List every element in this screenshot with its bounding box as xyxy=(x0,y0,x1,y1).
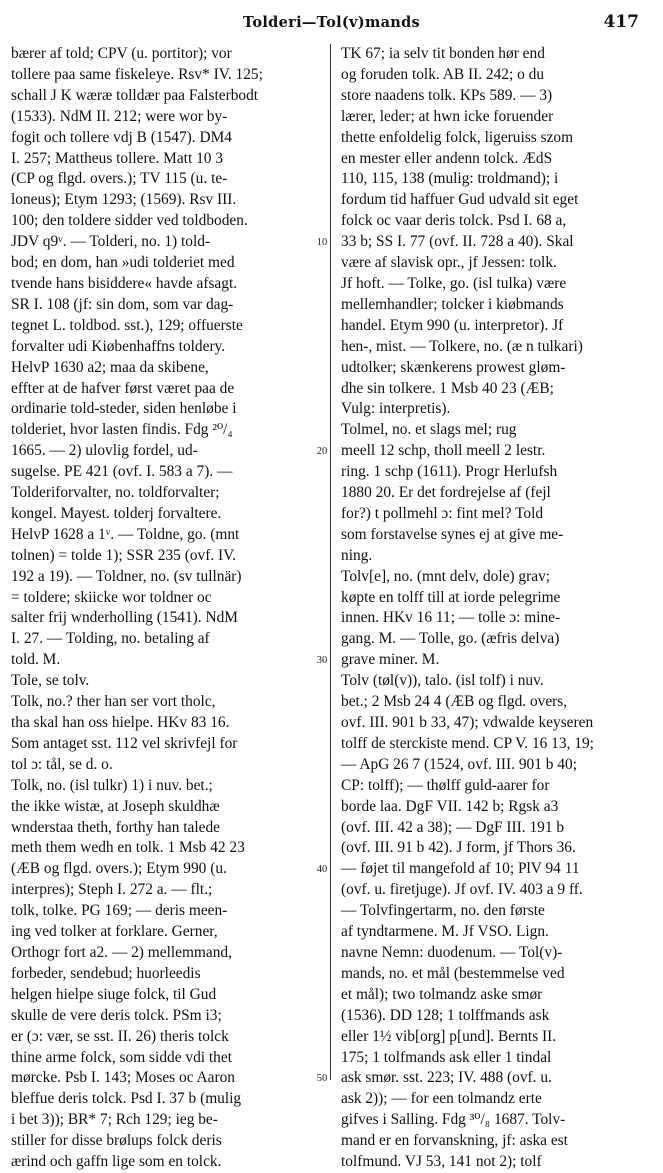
left-column-line: tolk, tolke. PG 169; — deris meen- xyxy=(11,902,228,920)
left-column-line: stiller for disse brølups folck deris xyxy=(11,1132,222,1150)
left-column-line: sugelse. PE 421 (ovf. I. 583 a 7). — xyxy=(11,463,233,481)
left-column-line: I. 257; Mattheus tollere. Matt 10 3 xyxy=(11,149,224,167)
left-column-line: HelvP 1628 a 1ᵛ. — Toldne, go. (mnt xyxy=(11,525,240,543)
left-column-line: loneus); Etym 1293; (1569). Rsv III. xyxy=(11,191,237,209)
right-column-line: 110, 115, 138 (mulig: troldmand); i xyxy=(341,170,559,188)
left-column-line: kongel. Mayest. tolderj forvaltere. xyxy=(11,504,222,522)
right-column-line: — føjet til mangefold af 10; PlV 94 11 xyxy=(341,860,580,878)
right-column-line: (1536). DD 128; 1 tolffmands ask xyxy=(341,1006,550,1024)
right-column xyxy=(341,44,655,1171)
right-column-line: (ovf. III. 42 a 38); — DgF III. 191 b xyxy=(341,818,565,836)
left-column-line: skulle de vere deris tolck. PSm i3; xyxy=(11,1006,222,1024)
left-column-line: schall J K wæræ tolldær paa Falsterbodt xyxy=(11,86,259,104)
right-column-line: mellemhandler; tolcker i kiøbmands xyxy=(341,295,564,313)
right-column-line: hen-, mist. — Tolkere, no. (æ n tulkari) xyxy=(341,337,583,355)
right-column-line: navne Nemn: duodenum. — Tol(v)- xyxy=(341,943,563,961)
left-column-line: fogit och tollere vdj B (1547). DM4 xyxy=(11,128,232,146)
right-column-line: som forstavelse synes ej at give me- xyxy=(341,525,564,543)
left-column-line: mørcke. Psb I. 143; Moses oc Aaron xyxy=(11,1069,235,1087)
right-column-line: være af slavisk opr., jf Jessen: tolk. xyxy=(341,254,557,272)
right-column-line: Jf hoft. — Tolke, go. (isl tulka) være xyxy=(341,274,567,292)
left-column-line: wnderstaa theth, forthy han talede xyxy=(11,818,220,836)
line-number-marker: 30 xyxy=(316,655,328,667)
right-column-line: ning. xyxy=(341,546,373,564)
left-column-line: Tole, se tolv. xyxy=(11,672,90,690)
right-column-line: køpte en tolff till at iorde pelegrime xyxy=(341,588,561,606)
right-column-line: ask 2)); — for een tolmandz erte xyxy=(341,1090,542,1108)
right-column-line: ask smør. sst. 223; IV. 488 (ovf. u. xyxy=(341,1069,552,1087)
left-column-line: told. M. xyxy=(11,651,61,669)
left-column-line: salter frij wnderholling (1541). NdM xyxy=(11,609,238,627)
right-column-line: Vulg: interpretis). xyxy=(341,400,451,418)
left-column-line: interpres); Steph I. 272 a. — flt.; xyxy=(11,881,213,899)
line-number-marker: 40 xyxy=(316,864,328,876)
left-column-line: 1665. — 2) ulovlig fordel, ud- xyxy=(11,442,198,460)
left-column-line: helgen hielpe siuge folck, til Gud xyxy=(11,985,217,1003)
left-column-line: i bet 3)); BR* 7; Rch 129; ieg be- xyxy=(11,1111,218,1129)
left-column-line: JDV q9ᵛ. — Tolderi, no. 1) told- xyxy=(11,233,211,251)
right-column-line: tolfmund. VJ 53, 141 not 2); tolf xyxy=(341,1153,542,1171)
left-column-line: tegnet L. toldbod. sst.), 129; offuerste xyxy=(11,316,243,334)
left-column-line: er (ɔ: vær, se sst. II. 26) theris tolck xyxy=(11,1027,229,1045)
right-column-line: grave miner. M. xyxy=(341,651,440,669)
right-column-line: udtolker; skænkerens prowest gløm- xyxy=(341,358,566,376)
right-column-line: en mester eller andenn tolck. ÆdS xyxy=(341,149,553,167)
left-column-line: tolderiet, hvor lasten findis. Fdg ²⁰/₄ xyxy=(11,421,233,439)
right-column-line: — Tolvfingertarm, no. den første xyxy=(341,902,545,920)
right-column-line: store naadens tolk. KPs 589. — 3) xyxy=(341,86,553,104)
right-column-line: — ApG 26 7 (1524, ovf. III. 901 b 40; xyxy=(341,755,577,773)
left-column-line: SR I. 108 (jf: sin dom, som var dag- xyxy=(11,295,234,313)
left-column-line: tolnen) = tolde 1); SSR 235 (ovf. IV. xyxy=(11,546,237,564)
left-column-line: forbeder, sendebud; huorleedis xyxy=(11,964,201,982)
left-column-line: = toldere; skiicke wor toldner oc xyxy=(11,588,212,606)
left-column-line: Tolk, no. (isl tulkr) 1) i nuv. bet.; xyxy=(11,776,213,794)
left-column-line: effter at de hafver først været paa de xyxy=(11,379,235,397)
left-column-line: 192 a 19). — Toldner, no. (sv tullnär) xyxy=(11,567,242,585)
left-column-line: Som antaget sst. 112 vel skrivfejl for xyxy=(11,734,238,752)
left-column-line: tvende hans bisiddere« havde afsagt. xyxy=(11,274,238,292)
right-column-line: (ovf. III. 91 b 42). J form, jf Thors 36. xyxy=(341,839,576,857)
right-column-line: eller 1½ vib[org] p[und]. Bernts II. xyxy=(341,1027,557,1045)
right-column-line: ring. 1 schp (1611). Progr Herlufsh xyxy=(341,463,558,481)
left-column-line: Tolk, no.? ther han ser vort tholc, xyxy=(11,693,216,711)
right-column-line: meell 12 schp, tholl meell 2 lestr. xyxy=(341,442,546,460)
right-column-line: borde laa. DgF VII. 142 b; Rgsk a3 xyxy=(341,797,559,815)
right-column-line: mand er en forvanskning, jf: aska est xyxy=(341,1132,568,1150)
right-column-line: TK 67; ia selv tit bonden hør end xyxy=(341,45,545,62)
left-column-line: thine arme folck, som sidde vdi thet xyxy=(11,1048,232,1066)
right-column-line: 33 b; SS I. 77 (ovf. II. 728 a 40). Skal xyxy=(341,233,574,251)
left-column-line: ordinarie told-steder, siden henløbe i xyxy=(11,400,237,418)
right-column-line: lærer, leder; at hwn icke foruender xyxy=(341,107,554,125)
right-column-line: gang. M. — Tolle, go. (æfris delva) xyxy=(341,630,560,648)
right-column-line: Tolmel, no. et slags mel; rug xyxy=(341,421,517,439)
right-column-line: Tolv[e], no. (mnt delv, dole) grav; xyxy=(341,567,551,585)
left-column-line: bleffue deris tolck. Psd I. 37 b (mulig xyxy=(11,1090,242,1108)
right-column-line: mands, no. et mål (bestemmelse ved xyxy=(341,964,565,982)
right-column-line: gifves i Salling. Fdg ³⁰/₈ 1687. Tolv- xyxy=(341,1111,566,1129)
left-column xyxy=(11,44,321,1171)
left-column-line: bærer af told; CPV (u. portitor); vor xyxy=(11,45,232,62)
right-column-line: folck oc vaar deris tolck. Psd I. 68 a, xyxy=(341,212,567,230)
left-column-line: ærind och gaffn lige som en tolck. xyxy=(11,1153,222,1171)
left-column-line: meth them wedh en tolk. 1 Msb 42 23 xyxy=(11,839,245,857)
right-column-line: handel. Etym 990 (u. interpretor). Jf xyxy=(341,316,564,334)
right-column-line: bet.; 2 Msb 24 4 (ÆB og flgd. overs, xyxy=(341,693,568,711)
line-number-marker: 10 xyxy=(316,237,328,249)
right-column-line: fordum tid haffuer Gud udvald sit eget xyxy=(341,191,579,209)
right-column-line: et mål); two tolmandz aske smør xyxy=(341,985,543,1003)
left-column-line: bod; en dom, han »udi tolderiet med xyxy=(11,254,235,272)
right-column-line: 175; 1 tolfmands ask eller 1 tindal xyxy=(341,1048,552,1066)
column-divider xyxy=(330,44,331,1080)
right-column-line: innen. HKv 16 11; — tolle ɔ: mine- xyxy=(341,609,561,627)
right-column-line: (ovf. u. firetjuge). Jf ovf. IV. 403 a 9 ff. xyxy=(341,881,583,899)
right-column-line: CP: tolff); — thølff guld-aarer for xyxy=(341,776,550,794)
left-column-line: (ÆB og flgd. overs.); Etym 990 (u. xyxy=(11,860,227,878)
left-column-line: HelvP 1630 a2; maa da skibene, xyxy=(11,358,209,376)
left-column-line: Tolderiforvalter, no. toldforvalter; xyxy=(11,484,220,502)
right-column-line: af tyndtarmene. M. Jf VSO. Lign. xyxy=(341,923,549,941)
right-column-line: ovf. III. 901 b 33, 47); vdwalde keyseren xyxy=(341,714,594,731)
right-column-line: dhe sin tolkere. 1 Msb 40 23 (ÆB; xyxy=(341,379,554,397)
line-number-marker: 50 xyxy=(316,1073,328,1085)
right-column-line: tolff de sterckiste mend. CP V. 16 13, 19; xyxy=(341,734,594,752)
left-column-line: tha skal han oss hielpe. HKv 83 16. xyxy=(11,714,230,731)
line-number-marker: 20 xyxy=(316,446,328,458)
right-column-line: thette enfoldelig folck, ligeruiss szom xyxy=(341,128,574,146)
right-column-line: Tolv (tøl(v)), talo. (isl tolf) i nuv. xyxy=(341,672,544,690)
left-column-line: tol ɔ: tål, se d. o. xyxy=(11,755,113,773)
left-column-line: (CP og flgd. overs.); TV 115 (u. te- xyxy=(11,170,228,188)
left-column-line: 100; den toldere sidder ved toldboden. xyxy=(11,212,248,230)
left-column-line: tollere paa same fiskeleye. Rsv* IV. 125; xyxy=(11,65,263,83)
left-column-line: I. 27. — Tolding, no. betaling af xyxy=(11,630,210,648)
right-column-line: for?) t pollmehl ɔ: fint mel? Told xyxy=(341,504,544,522)
left-column-line: forvalter udi Kiøbenhaffns toldery. xyxy=(11,337,226,355)
left-column-line: Orthogr fort a2. — 2) mellemmand, xyxy=(11,943,232,961)
right-column-line: 1880 20. Er det fordrejelse af (fejl xyxy=(341,484,551,502)
left-column-line: (1533). NdM II. 212; were wor by- xyxy=(11,107,228,125)
page-number: 417 xyxy=(603,12,639,32)
running-title: Tolderi—Tol(v)mands xyxy=(242,14,421,31)
right-column-line: og foruden tolk. AB II. 242; o du xyxy=(341,65,545,83)
left-column-line: ing ved tolker at forklare. Gerner, xyxy=(11,923,218,941)
left-column-line: the ikke wistæ, at Joseph skuldhæ xyxy=(11,797,220,815)
